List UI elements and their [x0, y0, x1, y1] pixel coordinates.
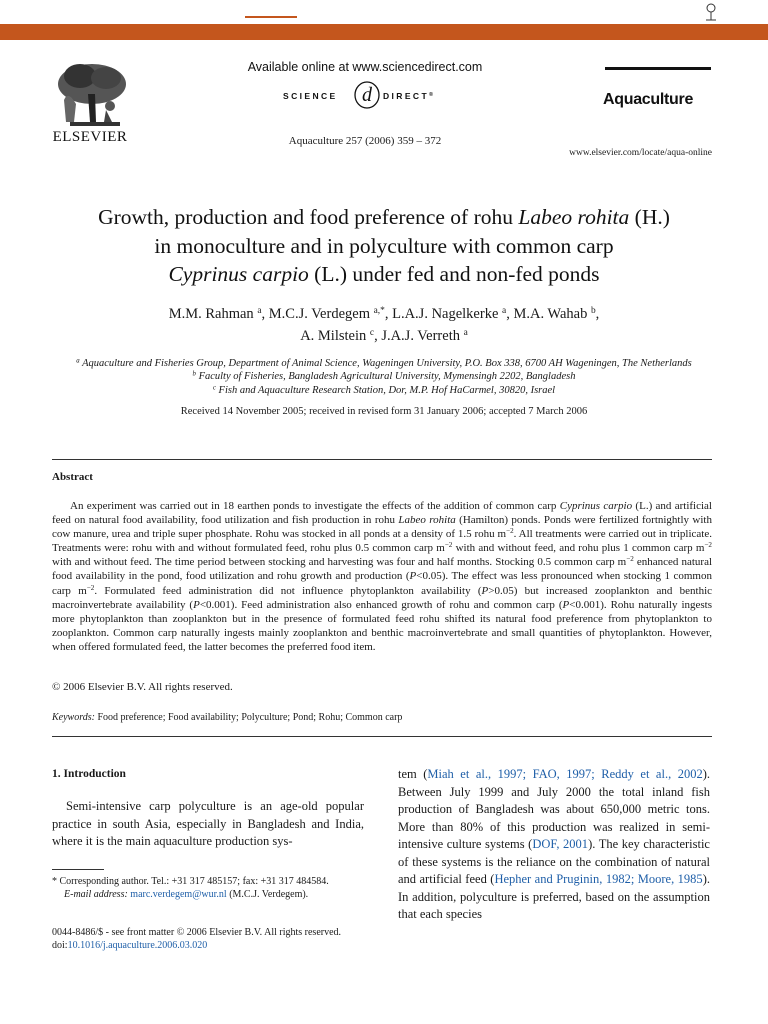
- affiliation-item: [40, 357, 728, 370]
- title-species: Labeo rohita: [518, 205, 630, 229]
- footnotes: [52, 875, 364, 902]
- available-online: Available online at www.sciencedirect.com: [247, 60, 483, 74]
- author-affil-mark: a: [257, 305, 262, 316]
- intro-text: ). In addition, polyculture is preferred, based on the assumption that each species: [398, 872, 710, 921]
- sd-right-word: [383, 91, 436, 101]
- author-name: M.A. Wahab: [513, 306, 588, 322]
- authors-line-1: M.M. Rahman $^a$, M.C.J. Verdegem $^{a,*}$, L.A.J. Nagelkerke $^a$, M.A. Wahab $^b$,: [168, 305, 600, 322]
- issn-line: 0044-8486/$ - see front matter © 2006 Elsevier B.V. All rights reserved.: [52, 927, 342, 938]
- tree-mini-icon[interactable]: [700, 1, 722, 23]
- abstract-text: enhanced natural food availability in the pond, food utilization and rohu growth and production (: [52, 556, 713, 583]
- journal-name: Aquaculture: [603, 91, 694, 108]
- title-text: (L.) under fed and non-fed ponds: [308, 262, 600, 286]
- title-text: Growth, production and food preference of rohu: [98, 205, 519, 229]
- sciencedirect-logo: [283, 80, 453, 112]
- doi-label: doi:: [52, 940, 68, 952]
- intro-paragraph: [398, 766, 710, 924]
- affiliation-text: Aquaculture and Fisheries Group, Department of Animal Science, Wageningen University, P.O. Box 338, 6700 AH Wageningen, The Netherlands: [82, 358, 692, 369]
- citation-link[interactable]: Hepher and Pruginin, 1982; Moore, 1985: [494, 872, 703, 886]
- exponent: −2: [444, 541, 453, 550]
- doi-line: [52, 939, 392, 952]
- p-value: P: [193, 598, 200, 611]
- accent-band: [0, 24, 768, 40]
- affiliation-mark: a: [76, 357, 80, 365]
- affiliation-text: Fish and Aquaculture Research Station, Dor, M.P. Hof HaCarmel, 30820, Israel: [218, 384, 556, 396]
- p-value: P: [562, 598, 570, 611]
- author-affil-mark: a: [502, 305, 507, 316]
- intro-text: tem (: [398, 767, 428, 781]
- title-line-1: [40, 203, 728, 232]
- abstract-heading: Abstract: [52, 471, 93, 483]
- sd-symbol: d: [362, 84, 372, 106]
- citation-link[interactable]: Miah et al., 1997; FAO, 1997; Reddy et al., 2002: [427, 767, 703, 781]
- abstract-species: Cyprinus carpio: [559, 500, 633, 512]
- author-name: M.M. Rahman: [168, 306, 254, 322]
- affiliation-text: Faculty of Fisheries, Bangladesh Agricultural University, Mymensingh 2202, Bangladesh: [198, 371, 576, 383]
- abstract-text: (Hamilton) ponds. Ponds were fertilized fortnightly with cow manure, urea and triple super phosphate. Rohu was stocked in all ponds at a density of 1.5 rohu m: [52, 514, 712, 541]
- abstract-top-rule: [52, 459, 712, 460]
- author-affil-mark: a,*: [373, 305, 385, 316]
- intro-right-column: [398, 766, 710, 924]
- tab-indicator: [245, 16, 297, 18]
- sd-reg-mark: ®: [429, 91, 436, 98]
- abstract-body: [52, 499, 712, 654]
- abstract-copyright: © 2006 Elsevier B.V. All rights reserved.: [52, 681, 233, 693]
- affiliation-mark: c: [212, 383, 216, 391]
- received-dates: Received 14 November 2005; received in revised form 31 January 2006; accepted 7 March 2006: [180, 406, 588, 417]
- p-value: P: [409, 570, 417, 583]
- exponent: −2: [704, 541, 712, 550]
- affiliation-mark: b: [192, 370, 196, 378]
- sd-left-word: SCIENCE: [283, 91, 338, 101]
- abstract-text: (L.) and artificial feed on natural food availability, food utilization and fish production in rohu: [52, 500, 712, 527]
- exponent: −2: [86, 583, 95, 592]
- abstract-text: An experiment was carried out in 18 earthen ponds to investigate the effects of the addition of common carp: [70, 500, 560, 512]
- author-list: [40, 303, 728, 347]
- abstract-text: . All treatments were carried out in triplicate. Treatments were: rohu with and without formulated feed, rohu plus 0.5 common carp m: [52, 528, 712, 555]
- citation-link[interactable]: DOF, 2001: [532, 837, 589, 851]
- doi-link[interactable]: 10.1016/j.aquaculture.2006.03.020: [67, 940, 208, 952]
- sd-right-text: DIRECT: [383, 91, 430, 101]
- keywords-text: Food preference; Food availability; Polyculture; Pond; Rohu; Common carp: [97, 712, 403, 723]
- abstract-text: <0.05). The effect was less pronounced when stocking 1 common carp m: [52, 570, 712, 597]
- intro-text: ). Between July 1999 and July 2000 the total inland fish production of Bangladesh was about 650,000 metric tons. More than 80% of this production was realized in semi-intensive culture systems (: [398, 767, 710, 851]
- abstract-paragraph: [52, 499, 712, 654]
- author-affil-mark: a: [463, 327, 468, 338]
- affiliations: [40, 357, 728, 397]
- journal-url[interactable]: www.elsevier.com/locate/aqua-online: [569, 148, 712, 158]
- section-heading: 1. Introduction: [52, 768, 126, 780]
- intro-text: ). The key characteristic of these systems is the reliance on the combination of natural and artificial feed (: [398, 837, 710, 886]
- publisher-name: ELSEVIER: [52, 129, 128, 145]
- affiliation-item: [40, 370, 728, 383]
- abstract-species: Labeo rohita: [398, 514, 456, 527]
- abstract-text: with and without feed. The time period between stocking and harvesting was four and half months. Stocking 0.5 common carp m: [52, 556, 627, 569]
- journal-rule: [605, 67, 711, 70]
- title-text: (H.): [629, 205, 670, 229]
- author-name: M.C.J. Verdegem: [268, 306, 370, 322]
- affiliation-item: [40, 384, 728, 397]
- keywords: [52, 712, 402, 723]
- top-toolbar: [0, 0, 768, 40]
- front-matter: [52, 926, 392, 953]
- author-name: J.A.J. Verreth: [381, 328, 460, 344]
- author-affil-mark: c: [369, 327, 375, 338]
- intro-paragraph: Semi-intensive carp polyculture is an age-old popular practice in south Asia, especially in Bangladesh and India, where it is the main aquaculture production sys-: [52, 799, 364, 848]
- abstract-text: <0.001). Feed administration also enhanced growth of rohu and common carp (: [199, 598, 563, 611]
- p-value: P: [481, 584, 489, 597]
- title-species: Cyprinus carpio: [168, 262, 309, 286]
- email-label: E-mail address:: [64, 889, 128, 901]
- footnote-text: Corresponding author. Tel.: +31 317 485157; fax: +31 317 484584.: [57, 876, 329, 887]
- intro-left-column: [52, 798, 364, 851]
- author-name: A. Milstein: [300, 328, 367, 344]
- email-footnote: [52, 888, 364, 901]
- footnote-mark: *: [52, 876, 57, 887]
- abstract-text: >0.05) but increased zooplankton and benthic macroinvertebrate availability (: [52, 584, 713, 611]
- abstract-text: with and without feed, and rohu plus 1 common carp m: [452, 542, 705, 555]
- abstract-text: . Formulated feed administration did not influence phytoplankton availability (: [94, 584, 482, 597]
- journal-reference: Aquaculture 257 (2006) 359 – 372: [288, 135, 442, 147]
- author-name: L.A.J. Nagelkerke: [392, 306, 499, 322]
- email-link[interactable]: marc.verdegem@wur.nl: [130, 889, 227, 901]
- title-line-3: [40, 260, 728, 289]
- footnote-rule: [52, 869, 104, 870]
- sciencedirect-d-icon: [353, 80, 381, 110]
- exponent: −2: [626, 555, 634, 564]
- abstract-text: <0.001). Rohu naturally ingests more phytoplankton than zooplankton but in the presence of formulated feed rohu shifted its natural food preference from phytoplankton to zooplankton. Common carp naturally ingests mainly zooplankton and benthic macroinvertebrate and small quantities of phytoplankton. However, when offered formulated feed, the latter becomes the preferred food item.: [52, 598, 713, 653]
- keywords-label: Keywords:: [52, 712, 95, 723]
- article-title: [40, 203, 728, 289]
- exponent: −2: [506, 527, 514, 536]
- authors-line-2: A. Milstein $^c$, J.A.J. Verreth $^a$: [300, 327, 468, 344]
- email-owner: (M.C.J. Verdegem).: [226, 889, 309, 901]
- title-line-2: in monoculture and in polyculture with common carp: [154, 233, 614, 258]
- author-affil-mark: b: [590, 305, 596, 316]
- corresponding-author: [52, 875, 364, 888]
- abstract-bottom-rule: [52, 736, 712, 737]
